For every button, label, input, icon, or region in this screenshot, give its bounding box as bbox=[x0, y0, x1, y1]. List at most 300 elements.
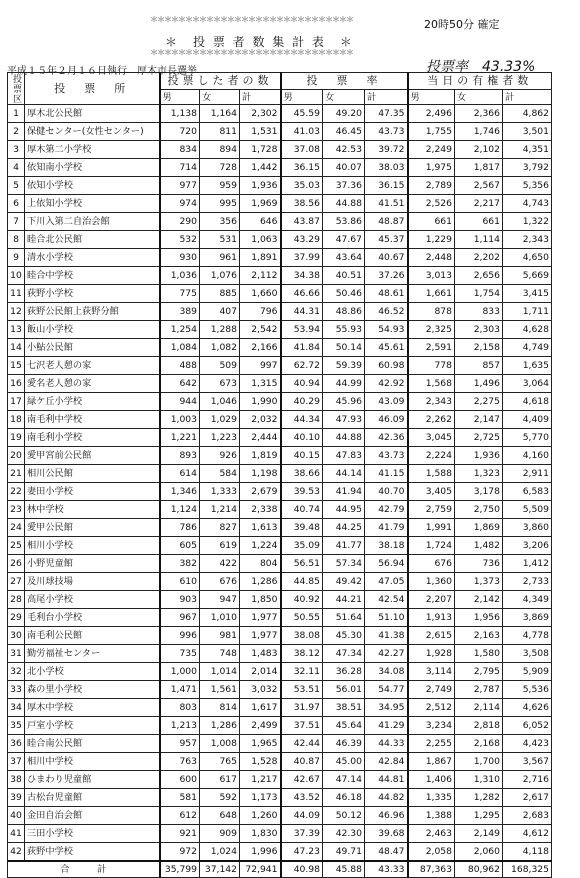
rate-male: 39.53 bbox=[281, 483, 323, 501]
rate-total: 46.96 bbox=[365, 807, 408, 825]
voters-female: 1,164 bbox=[200, 105, 240, 123]
table-row bbox=[8, 429, 552, 447]
rate-male: 43.52 bbox=[281, 789, 323, 807]
table-row bbox=[8, 267, 552, 285]
table-row bbox=[8, 699, 552, 717]
district-number: 39 bbox=[8, 789, 25, 807]
registered-female: 2,725 bbox=[455, 429, 503, 447]
registered-total: 3,206 bbox=[503, 537, 552, 555]
registered-total-header: 計 bbox=[503, 90, 552, 105]
district-number: 17 bbox=[8, 393, 25, 411]
voters-male: 974 bbox=[160, 195, 200, 213]
voters-total: 1,173 bbox=[240, 789, 281, 807]
voters-male: 714 bbox=[160, 159, 200, 177]
voters-female: 1,024 bbox=[200, 843, 240, 862]
voters-female: 1,561 bbox=[200, 681, 240, 699]
voters-female: 1,286 bbox=[200, 717, 240, 735]
voters-total-header: 計 bbox=[240, 90, 281, 105]
district-number: 27 bbox=[8, 573, 25, 591]
rate-female: 44.88 bbox=[323, 195, 365, 213]
table-row bbox=[8, 843, 552, 862]
registered-male: 2,789 bbox=[408, 177, 455, 195]
voters-total: 2,444 bbox=[240, 429, 281, 447]
registered-total: 4,612 bbox=[503, 825, 552, 843]
voters-female: 1,008 bbox=[200, 735, 240, 753]
registered-female: 2,149 bbox=[455, 825, 503, 843]
table-row bbox=[8, 627, 552, 645]
registered-male: 1,406 bbox=[408, 771, 455, 789]
rate-total: 47.05 bbox=[365, 573, 408, 591]
summary-voters-total: 72,941 bbox=[240, 861, 281, 878]
rate-total: 42.27 bbox=[365, 645, 408, 663]
registered-female: 2,795 bbox=[455, 663, 503, 681]
registered-male: 1,991 bbox=[408, 519, 455, 537]
voters-total: 2,679 bbox=[240, 483, 281, 501]
rate-male: 37.39 bbox=[281, 825, 323, 843]
voters-female: 1,082 bbox=[200, 339, 240, 357]
registered-total: 5,536 bbox=[503, 681, 552, 699]
voters-male: 967 bbox=[160, 609, 200, 627]
registered-total: 3,415 bbox=[503, 285, 552, 303]
rate-male: 38.56 bbox=[281, 195, 323, 213]
voters-female: 619 bbox=[200, 537, 240, 555]
voters-male: 720 bbox=[160, 123, 200, 141]
registered-male: 2,512 bbox=[408, 699, 455, 717]
voters-total: 1,965 bbox=[240, 735, 281, 753]
registered-total: 2,343 bbox=[503, 231, 552, 249]
registered-female: 2,818 bbox=[455, 717, 503, 735]
voters-male: 1,346 bbox=[160, 483, 200, 501]
registered-male: 1,913 bbox=[408, 609, 455, 627]
rate-female: 45.30 bbox=[323, 627, 365, 645]
voters-female: 356 bbox=[200, 213, 240, 231]
district-number: 29 bbox=[8, 609, 25, 627]
rate-male: 40.74 bbox=[281, 501, 323, 519]
voters-total: 1,531 bbox=[240, 123, 281, 141]
voters-total: 804 bbox=[240, 555, 281, 573]
rate-male-header: 男 bbox=[281, 90, 323, 105]
rate-male: 32.11 bbox=[281, 663, 323, 681]
rate-total: 39.72 bbox=[365, 141, 408, 159]
voters-total: 1,936 bbox=[240, 177, 281, 195]
registered-male: 1,588 bbox=[408, 465, 455, 483]
rate-female: 44.14 bbox=[323, 465, 365, 483]
rate-total: 41.29 bbox=[365, 717, 408, 735]
rate-female: 47.93 bbox=[323, 411, 365, 429]
registered-male: 1,568 bbox=[408, 375, 455, 393]
registered-female: 2,142 bbox=[455, 591, 503, 609]
rate-male: 38.66 bbox=[281, 465, 323, 483]
registered-male: 1,867 bbox=[408, 753, 455, 771]
rate-female: 57.34 bbox=[323, 555, 365, 573]
rate-female: 47.83 bbox=[323, 447, 365, 465]
voters-total: 1,990 bbox=[240, 393, 281, 411]
voters-female: 1,076 bbox=[200, 267, 240, 285]
rate-total: 41.15 bbox=[365, 465, 408, 483]
registered-female: 1,936 bbox=[455, 447, 503, 465]
registered-male: 2,749 bbox=[408, 681, 455, 699]
registered-total: 1,635 bbox=[503, 357, 552, 375]
rate-female: 44.25 bbox=[323, 519, 365, 537]
registered-total: 5,509 bbox=[503, 501, 552, 519]
station-name: 高尾小学校 bbox=[25, 591, 160, 609]
station-name: 金田自治会館 bbox=[25, 807, 160, 825]
station-name: 七沢老人憩の家 bbox=[25, 357, 160, 375]
registered-total: 4,349 bbox=[503, 591, 552, 609]
voters-female: 1,333 bbox=[200, 483, 240, 501]
rate-male: 31.97 bbox=[281, 699, 323, 717]
voters-total: 2,499 bbox=[240, 717, 281, 735]
rate-female: 49.42 bbox=[323, 573, 365, 591]
summary-registered-total: 168,325 bbox=[503, 861, 552, 878]
voters-female: 1,046 bbox=[200, 393, 240, 411]
voters-female: 673 bbox=[200, 375, 240, 393]
voters-male: 389 bbox=[160, 303, 200, 321]
decorative-stars-bottom: ＊＊＊＊＊＊＊＊＊＊＊＊＊＊＊＊＊＊＊＊＊＊＊＊＊＊＊＊＊ bbox=[150, 48, 353, 57]
district-number: 30 bbox=[8, 627, 25, 645]
registered-female-header: 女 bbox=[455, 90, 503, 105]
voters-male: 612 bbox=[160, 807, 200, 825]
rate-female: 56.01 bbox=[323, 681, 365, 699]
district-number: 14 bbox=[8, 339, 25, 357]
summary-rate-total: 43.33 bbox=[365, 861, 408, 878]
rate-male: 40.94 bbox=[281, 375, 323, 393]
table-row bbox=[8, 231, 552, 249]
table-row bbox=[8, 447, 552, 465]
table-row bbox=[8, 717, 552, 735]
station-name: 愛名老人憩の家 bbox=[25, 375, 160, 393]
voters-male: 1,471 bbox=[160, 681, 200, 699]
rate-female: 55.93 bbox=[323, 321, 365, 339]
rate-total: 42.54 bbox=[365, 591, 408, 609]
voters-female: 509 bbox=[200, 357, 240, 375]
station-name: 依知南小学校 bbox=[25, 159, 160, 177]
rate-male: 62.72 bbox=[281, 357, 323, 375]
voters-male: 1,000 bbox=[160, 663, 200, 681]
rate-male: 40.92 bbox=[281, 591, 323, 609]
voters-total: 1,977 bbox=[240, 609, 281, 627]
rate-female: 44.21 bbox=[323, 591, 365, 609]
voters-male: 1,254 bbox=[160, 321, 200, 339]
voters-total: 1,850 bbox=[240, 591, 281, 609]
rate-total: 36.15 bbox=[365, 177, 408, 195]
registered-female: 1,295 bbox=[455, 807, 503, 825]
registered-total: 2,911 bbox=[503, 465, 552, 483]
rate-male: 41.84 bbox=[281, 339, 323, 357]
registered-male: 1,388 bbox=[408, 807, 455, 825]
registered-female: 2,656 bbox=[455, 267, 503, 285]
station-name: 睦合中学校 bbox=[25, 267, 160, 285]
rate-female: 51.64 bbox=[323, 609, 365, 627]
rate-total: 37.26 bbox=[365, 267, 408, 285]
station-name: 荻野小学校 bbox=[25, 285, 160, 303]
station-name: 依知小学校 bbox=[25, 177, 160, 195]
rate-total: 40.70 bbox=[365, 483, 408, 501]
table-row bbox=[8, 177, 552, 195]
table-row bbox=[8, 735, 552, 753]
voters-group-header: 投票した者の数 bbox=[160, 73, 281, 90]
station-name: 厚木北公民館 bbox=[25, 105, 160, 123]
registered-total: 5,356 bbox=[503, 177, 552, 195]
voters-female: 407 bbox=[200, 303, 240, 321]
station-name: 愛甲宮前公民館 bbox=[25, 447, 160, 465]
rate-female: 40.07 bbox=[323, 159, 365, 177]
turnout-summary: 投票率 43.33% bbox=[426, 59, 536, 75]
voters-male: 903 bbox=[160, 591, 200, 609]
rate-total: 44.33 bbox=[365, 735, 408, 753]
voters-female: 728 bbox=[200, 159, 240, 177]
registered-female: 2,787 bbox=[455, 681, 503, 699]
rate-male: 44.09 bbox=[281, 807, 323, 825]
rate-male: 34.38 bbox=[281, 267, 323, 285]
voters-total: 1,613 bbox=[240, 519, 281, 537]
registered-female: 2,567 bbox=[455, 177, 503, 195]
station-name: 古松台児童館 bbox=[25, 789, 160, 807]
registered-female: 3,178 bbox=[455, 483, 503, 501]
district-number: 9 bbox=[8, 249, 25, 267]
district-number: 10 bbox=[8, 267, 25, 285]
voters-total: 2,112 bbox=[240, 267, 281, 285]
voters-total: 1,819 bbox=[240, 447, 281, 465]
voters-female: 885 bbox=[200, 285, 240, 303]
registered-male: 1,335 bbox=[408, 789, 455, 807]
voters-total: 1,660 bbox=[240, 285, 281, 303]
registered-female: 1,373 bbox=[455, 573, 503, 591]
rate-total: 48.61 bbox=[365, 285, 408, 303]
district-number: 35 bbox=[8, 717, 25, 735]
registered-female: 2,060 bbox=[455, 843, 503, 862]
rate-female: 47.67 bbox=[323, 231, 365, 249]
voters-female: 1,214 bbox=[200, 501, 240, 519]
registered-female: 1,700 bbox=[455, 753, 503, 771]
district-number: 34 bbox=[8, 699, 25, 717]
district-number: 24 bbox=[8, 519, 25, 537]
registered-total: 6,052 bbox=[503, 717, 552, 735]
rate-male: 46.66 bbox=[281, 285, 323, 303]
rate-total: 43.73 bbox=[365, 123, 408, 141]
registered-total: 3,869 bbox=[503, 609, 552, 627]
registered-total: 4,423 bbox=[503, 735, 552, 753]
voters-total: 2,338 bbox=[240, 501, 281, 519]
district-number: 42 bbox=[8, 843, 25, 862]
registered-male: 2,262 bbox=[408, 411, 455, 429]
district-number: 16 bbox=[8, 375, 25, 393]
voters-female: 1,223 bbox=[200, 429, 240, 447]
registered-total: 4,862 bbox=[503, 105, 552, 123]
rate-total: 43.09 bbox=[365, 393, 408, 411]
voters-male: 893 bbox=[160, 447, 200, 465]
voters-total: 2,542 bbox=[240, 321, 281, 339]
table-row bbox=[8, 393, 552, 411]
voters-female: 947 bbox=[200, 591, 240, 609]
voters-total: 1,483 bbox=[240, 645, 281, 663]
registered-female: 1,754 bbox=[455, 285, 503, 303]
voters-female: 584 bbox=[200, 465, 240, 483]
rate-female: 44.88 bbox=[323, 429, 365, 447]
registered-male: 2,224 bbox=[408, 447, 455, 465]
voters-male: 803 bbox=[160, 699, 200, 717]
voters-female: 531 bbox=[200, 231, 240, 249]
summary-voters-female: 37,142 bbox=[200, 861, 240, 878]
registered-total: 3,064 bbox=[503, 375, 552, 393]
station-name: 相川中学校 bbox=[25, 753, 160, 771]
district-number: 5 bbox=[8, 177, 25, 195]
registered-male: 2,463 bbox=[408, 825, 455, 843]
summary-row bbox=[8, 861, 552, 878]
registered-female: 1,323 bbox=[455, 465, 503, 483]
registered-male: 2,759 bbox=[408, 501, 455, 519]
table-row bbox=[8, 645, 552, 663]
registered-total: 2,733 bbox=[503, 573, 552, 591]
table-row bbox=[8, 321, 552, 339]
rate-female: 41.94 bbox=[323, 483, 365, 501]
rate-male: 42.44 bbox=[281, 735, 323, 753]
rate-total: 47.35 bbox=[365, 105, 408, 123]
station-name: 飯山小学校 bbox=[25, 321, 160, 339]
district-column-header: 投票区 bbox=[8, 73, 25, 105]
rate-total: 38.03 bbox=[365, 159, 408, 177]
rate-female: 44.95 bbox=[323, 501, 365, 519]
registered-female: 1,956 bbox=[455, 609, 503, 627]
table-row bbox=[8, 555, 552, 573]
district-number: 31 bbox=[8, 645, 25, 663]
voters-male: 930 bbox=[160, 249, 200, 267]
voters-female: 926 bbox=[200, 447, 240, 465]
registered-female: 2,217 bbox=[455, 195, 503, 213]
registered-male: 2,448 bbox=[408, 249, 455, 267]
district-number: 40 bbox=[8, 807, 25, 825]
registered-female: 1,114 bbox=[455, 231, 503, 249]
registered-male: 2,249 bbox=[408, 141, 455, 159]
summary-registered-female: 80,962 bbox=[455, 861, 503, 878]
registered-male: 3,405 bbox=[408, 483, 455, 501]
registered-male: 2,255 bbox=[408, 735, 455, 753]
rate-total: 51.10 bbox=[365, 609, 408, 627]
voters-total: 1,617 bbox=[240, 699, 281, 717]
summary-label: 合 計 bbox=[8, 861, 160, 878]
rate-total: 34.08 bbox=[365, 663, 408, 681]
voters-total: 646 bbox=[240, 213, 281, 231]
registered-male: 1,928 bbox=[408, 645, 455, 663]
registered-male: 3,234 bbox=[408, 717, 455, 735]
station-name: 小野児童館 bbox=[25, 555, 160, 573]
district-number: 18 bbox=[8, 411, 25, 429]
registered-total: 3,860 bbox=[503, 519, 552, 537]
registered-female: 736 bbox=[455, 555, 503, 573]
station-name: 小鮎公民館 bbox=[25, 339, 160, 357]
registered-male: 3,013 bbox=[408, 267, 455, 285]
rate-female: 49.71 bbox=[323, 843, 365, 862]
summary-rate-male: 40.98 bbox=[281, 861, 323, 878]
table-row bbox=[8, 213, 552, 231]
voters-total: 2,032 bbox=[240, 411, 281, 429]
rate-total: 42.84 bbox=[365, 753, 408, 771]
table-row bbox=[8, 753, 552, 771]
district-number: 33 bbox=[8, 681, 25, 699]
voters-total: 1,891 bbox=[240, 249, 281, 267]
registered-female: 2,102 bbox=[455, 141, 503, 159]
table-row bbox=[8, 465, 552, 483]
rate-female: 43.64 bbox=[323, 249, 365, 267]
voters-total: 1,286 bbox=[240, 573, 281, 591]
table-row bbox=[8, 825, 552, 843]
voters-female: 909 bbox=[200, 825, 240, 843]
registered-male: 2,325 bbox=[408, 321, 455, 339]
registered-female: 2,114 bbox=[455, 699, 503, 717]
district-number: 36 bbox=[8, 735, 25, 753]
voters-male: 614 bbox=[160, 465, 200, 483]
rate-male: 53.94 bbox=[281, 321, 323, 339]
voters-female: 811 bbox=[200, 123, 240, 141]
voters-total: 1,728 bbox=[240, 141, 281, 159]
rate-male: 44.31 bbox=[281, 303, 323, 321]
voters-female: 676 bbox=[200, 573, 240, 591]
district-number: 38 bbox=[8, 771, 25, 789]
district-number: 25 bbox=[8, 537, 25, 555]
voters-total: 1,969 bbox=[240, 195, 281, 213]
station-name: 保健センター(女性センター) bbox=[25, 123, 160, 141]
station-name: ひまわり児童館 bbox=[25, 771, 160, 789]
rate-group-header: 投 票 率 bbox=[281, 73, 408, 90]
registered-male: 3,045 bbox=[408, 429, 455, 447]
voters-male: 977 bbox=[160, 177, 200, 195]
station-name: 下川入第二自治会館 bbox=[25, 213, 160, 231]
voters-male: 775 bbox=[160, 285, 200, 303]
rate-total: 54.93 bbox=[365, 321, 408, 339]
registered-male: 676 bbox=[408, 555, 455, 573]
registered-male: 1,229 bbox=[408, 231, 455, 249]
rate-male: 40.87 bbox=[281, 753, 323, 771]
registered-male: 1,724 bbox=[408, 537, 455, 555]
table-row bbox=[8, 141, 552, 159]
table-row bbox=[8, 681, 552, 699]
registered-female: 2,202 bbox=[455, 249, 503, 267]
rate-male: 40.29 bbox=[281, 393, 323, 411]
rate-male: 37.08 bbox=[281, 141, 323, 159]
district-number: 13 bbox=[8, 321, 25, 339]
registered-total: 4,778 bbox=[503, 627, 552, 645]
turnout-table bbox=[7, 72, 552, 878]
rate-female: 49.20 bbox=[323, 105, 365, 123]
table-row bbox=[8, 195, 552, 213]
rate-female: 59.39 bbox=[323, 357, 365, 375]
rate-female-header: 女 bbox=[323, 90, 365, 105]
registered-female: 2,147 bbox=[455, 411, 503, 429]
rate-total: 45.37 bbox=[365, 231, 408, 249]
station-name: 妻田小学校 bbox=[25, 483, 160, 501]
voters-male: 996 bbox=[160, 627, 200, 645]
station-name: 厚木中学校 bbox=[25, 699, 160, 717]
voters-female: 894 bbox=[200, 141, 240, 159]
rate-female: 48.86 bbox=[323, 303, 365, 321]
registered-male: 2,615 bbox=[408, 627, 455, 645]
rate-male: 43.87 bbox=[281, 213, 323, 231]
rate-male: 47.23 bbox=[281, 843, 323, 862]
voters-total: 1,198 bbox=[240, 465, 281, 483]
registered-total: 2,683 bbox=[503, 807, 552, 825]
registered-male: 2,526 bbox=[408, 195, 455, 213]
district-number: 4 bbox=[8, 159, 25, 177]
rate-female: 41.77 bbox=[323, 537, 365, 555]
voters-male: 488 bbox=[160, 357, 200, 375]
rate-female: 46.39 bbox=[323, 735, 365, 753]
rate-female: 53.86 bbox=[323, 213, 365, 231]
district-number: 28 bbox=[8, 591, 25, 609]
rate-total: 46.09 bbox=[365, 411, 408, 429]
registered-total: 1,412 bbox=[503, 555, 552, 573]
voters-total: 1,977 bbox=[240, 627, 281, 645]
registered-male: 1,755 bbox=[408, 123, 455, 141]
